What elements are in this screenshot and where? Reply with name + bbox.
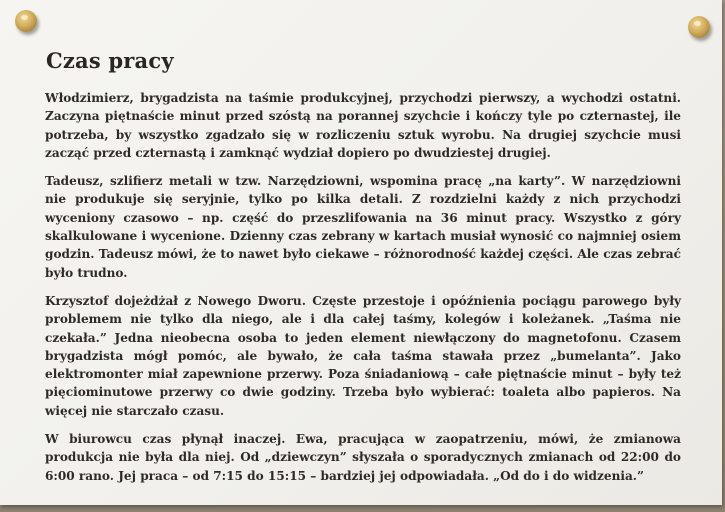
page-title: Czas pracy bbox=[46, 48, 174, 73]
thumbtack-icon bbox=[15, 10, 37, 32]
paragraph: Krzysztof dojeżdżał z Nowego Dworu. Częste przestoje i opóźnienia pociągu parowego były problemem nie tylko dla niego, ale i dla całej taśmy, kolegów i koleżanek. „Taśma nie czekała.” Jedna nieobecna osoba to jeden element niewłączony do magnetofonu. Czasem brygadzista mógł pomóc, ale bywało, że cała taśma stawała przez „bumelanta”. Jako elektromonter miał zapewnione przerwy. Poza śniadaniową – całe piętnaście minut – były też pięciominutowe przerwy co dwie godziny. Trzeba było wybierać: toaleta albo papieros. Na więcej nie starczało czasu. bbox=[45, 293, 681, 418]
thumbtack-icon bbox=[688, 16, 710, 38]
paragraph: Tadeusz, szlifierz metali w tzw. Narzędziowni, wspomina pracę „na karty”. W narzędziowni nie produkuje się seryjnie, tylko po kilka detali. Z rozdzielni każdy z nich przychodzi wyceniony czasowo – np. część do przeszlifowania na 36 minut pracy. Wszystko z góry skalkulowane i wycenione. Dzienny czas zebrany w kartach musiał wynosić co najmniej osiem godzin. Tadeusz mówi, że to nawet było ciekawe – różnorodność każdej części. Ale czas zebrać było trudno. bbox=[45, 174, 681, 280]
document-body bbox=[45, 89, 681, 485]
paragraph: W biurowcu czas płynął inaczej. Ewa, pracująca w zaopatrzeniu, mówi, że zmianowa produkcja nie była dla niej. Od „dziewczyn” słyszała o sporadycznych zmianach od 22:00 do 6:00 rano. Jej praca – od 7:15 do 15:15 – bardziej jej odpowiadała. „Od do i do widzenia.” bbox=[45, 432, 681, 483]
paragraph: Włodzimierz, brygadzista na taśmie produkcyjnej, przychodzi pierwszy, a wychodzi ostatni. Zaczyna piętnaście minut przed szóstą na porannej szychcie i kończy tyle po czternastej, ile potrzeba, by wszystko zgadzało się w rozliczeniu sztuk wyrobu. Na drugiej szychcie musi zacząć przed czternastą i zamknąć wydział dopiero po dwudziestej drugiej. bbox=[45, 91, 681, 160]
